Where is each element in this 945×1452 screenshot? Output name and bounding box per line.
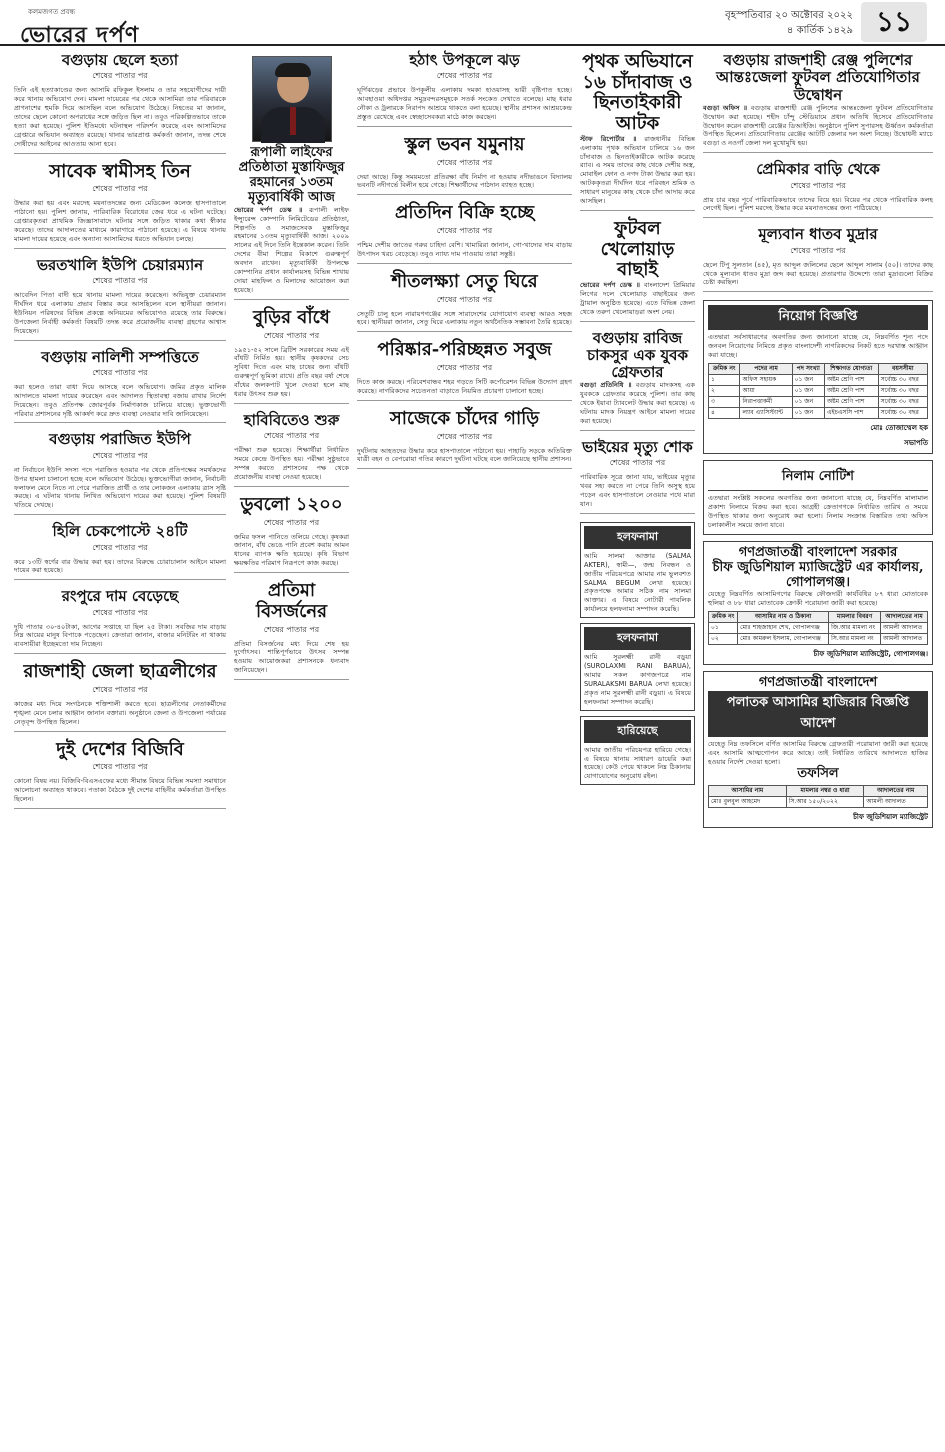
- continued-label: শেষের পাতার পর: [92, 184, 148, 194]
- story-text: না নির্বাচনে ইউপি সদস্য পদে পরাজিত হওয়ার পর থেকে প্রতিপক্ষের সমর্থকদের উপর হামলা চালানো হচ্ছে বলে অভিযোগ উঠেছে। ভুক্তভোগীরা জানান, নির্বাচনী ফলাফল মেনে নিতে না পেরে পরাজিত প্রার্থী ও তার লোকজন এলাকায় ত্রাস সৃষ্টি করছে। এ ঘটনায় থানায় লিখিত অভিযোগ দায়ের করা হয়েছে। পুলিশ বিষয়টি খতিয়ে দেখছে।: [14, 465, 226, 510]
- story-text: রূপালী লাইফ ইন্স্যুরেন্স কোম্পানি লিমিটেডের প্রতিষ্ঠাতা, শিল্পপতি ও সমাজসেবক মুস্তাফিজুর রহমানের ১৩তম মৃত্যুবার্ষিকী আজ। ২০০৯ সালের এই দিনে তিনি ইন্তেকাল করেন। তিনি দেশের বীমা শিল্পের বিকাশে গুরুত্বপূর্ণ অবদান রাখেন। মৃত্যুবার্ষিকী উপলক্ষে কোম্পানির প্রধান কার্যালয়সহ বিভিন্ন শাখায় দোয়া মাহফিল ও মিলাদের আয়োজন করা হয়েছে।: [234, 205, 349, 294]
- news-story: [14, 349, 226, 424]
- story-text: ছেলে টিপু সুলতান (৪৫), মৃত আব্দুল জলিলের ছেলে আব্দুল সালাম (৫০)। তাদের কাছ থেকে মূল্যবান ধাতব মুদ্রা জব্দ করা হয়েছে। প্রতারণার উদ্দেশ্যে তারা মুদ্রাগুলো বিক্রির চেষ্টা করছিল।: [703, 260, 933, 287]
- headline: সাবেক স্বামীসহ তিন: [49, 160, 191, 182]
- story-body: [234, 206, 349, 295]
- story-body: [357, 173, 572, 191]
- table-header-cell: আদালতের নাম: [880, 612, 927, 623]
- story-body: [234, 446, 349, 482]
- story-body: [234, 346, 349, 399]
- story-text: ১৯৫১-৫২ সালে ব্রিটিশ সরকারের সময় এই বাঁধটি নির্মিত হয়। স্থানীয় কৃষকদের সেচ সুবিধা দিতে এবং মাছ চাষের জন্য বাঁধটি গুরুত্বপূর্ণ ভূমিকা রাখে। প্রতি বছর বর্ষা শেষে বাঁধের জলকপাট খুলে দেওয়া হলে মাছ ধরার উৎসব শুরু হয়।: [234, 345, 349, 399]
- continued-label: শেষের পাতার পর: [92, 542, 148, 552]
- story-body: [580, 381, 695, 426]
- story-text: বাংলাদেশ প্রিমিয়ার লিগের দলে খেলোয়াড় বাছাইয়ের জন্য ট্রায়াল অনুষ্ঠিত হয়েছে। এতে বিভিন্ন জেলা থেকে তরুণ খেলোয়াড়রা অংশ নেয়।: [580, 281, 695, 316]
- auction-title: নিলাম নোটিশ: [708, 465, 928, 491]
- story-body: [357, 378, 572, 396]
- dateline: [725, 8, 853, 38]
- classified-notice: [580, 623, 695, 710]
- story-text: প্রতিমা বিসর্জনের মধ্য দিয়ে শেষ হয় দুর্গোৎসব। শান্তিপূর্ণভাবে উৎসব সম্পন্ন হওয়ায় আয়োজকরা প্রশাসনকে ধন্যবাদ জানিয়েছেন।: [234, 639, 349, 675]
- story-body: [14, 466, 226, 511]
- table-cell: ৪: [709, 408, 740, 419]
- table-header-cell: পদ সংখ্যা: [792, 364, 824, 375]
- divider: [14, 340, 226, 341]
- story-body: [580, 473, 695, 509]
- divider: [14, 248, 226, 249]
- table-cell: আমলী আদালত: [880, 634, 927, 645]
- divider: [580, 513, 695, 514]
- news-story: [357, 52, 572, 127]
- divider: [234, 299, 349, 300]
- continued-label: শেষের পাতার পর: [263, 517, 320, 527]
- headline: দুই দেশের বিজিবি: [56, 738, 184, 760]
- news-story: [357, 409, 572, 470]
- court-1-table: [708, 611, 928, 645]
- story-text: উদ্ধার করা হয় এবং মরদেহ ময়নাতদন্তের জন্য মেডিকেল কলেজ হাসপাতালে পাঠানো হয়। পুলিশ জানায়, পারিবারিক বিরোধের জের ধরে এ ঘটনা ঘটেছে। গ্রেপ্তারকৃতরা প্রাথমিক জিজ্ঞাসাবাদে ঘটনার সঙ্গে জড়িত থাকার কথা স্বীকার করেছে। তাদের আদালতের মাধ্যমে কারাগারে পাঠানো হয়েছে। এ বিষয়ে থানায় মামলা দায়ের হয়েছে এবং অন্যান্য আসামিদের ধরতে অভিযান চলছে।: [14, 199, 226, 243]
- headline: বগুড়ায় পরাজিত ইউপি: [49, 430, 191, 449]
- continued-label: শেষের পাতার পর: [92, 450, 148, 460]
- classified-notice: [580, 522, 695, 618]
- table-cell: ১: [709, 375, 740, 386]
- story-body: [14, 291, 226, 336]
- byline: স্টাফ রিপোর্টার ॥: [580, 134, 637, 143]
- court-2-body: যেহেতু নিম্ন তফসিলে বর্ণিত আসামির বিরুদ্ধে গ্রেফতারী পরোয়ানা জারী করা হয়েছে এবং আসামি আত্মগোপন করে আছে। তাই নির্ধারিত তারিখে আদালতে হাজির হওয়ার নির্দেশ দেওয়া হলো।: [708, 740, 928, 767]
- court-notice-1: [703, 541, 933, 666]
- table-cell: আয়া: [740, 386, 792, 397]
- table-header-row: [709, 364, 928, 375]
- story-body: [703, 196, 933, 214]
- news-story: [14, 162, 226, 249]
- table-cell: ০১ জন: [792, 408, 824, 419]
- classified-title: হারিয়েছে: [584, 720, 691, 743]
- divider: [580, 210, 695, 211]
- story-body: [703, 104, 933, 149]
- news-story: [234, 581, 349, 680]
- court-1-title: চীফ জুডিশিয়াল ম্যাজিস্ট্রেট এর কার্যালয়, গোপালগঞ্জ।: [712, 559, 924, 590]
- continued-label: শেষের পাতার পর: [436, 157, 493, 167]
- story-text: দিতে কাজ করছে। পরিবেশবান্ধব শহর গড়তে সিটি কর্পোরেশন বিভিন্ন উদ্যোগ গ্রহণ করেছে। নাগরিকদের সচেতনতা বাড়াতে নিয়মিত প্রচারণা চালানো হচ্ছে।: [357, 378, 572, 395]
- headline: প্রতিমা বিসর্জনের: [255, 580, 328, 622]
- continued-label: শেষের পাতার পর: [609, 458, 666, 468]
- recruitment-title: নিয়োগ বিজ্ঞপ্তি: [708, 305, 928, 330]
- divider: [703, 291, 933, 292]
- divider: [234, 572, 349, 573]
- table-cell: অষ্টম শ্রেণি পাশ: [824, 386, 878, 397]
- court-1-body: যেহেতু নিম্নবর্ণিত আসামিগণের বিরুদ্ধে ফৌজদারী কার্যবিধির ৮৭ ধারা মোতাবেক হুলিয়া ও ৮৮ ধারা মোতাবেক ক্রোকী পরোয়ানা জারী করা হয়েছে।: [708, 590, 928, 608]
- divider: [703, 152, 933, 153]
- headline: বগুড়ায় রাজশাহী রেঞ্জ পুলিশের আন্তঃজেলা ফুটবল প্রতিযোগিতার উদ্বোধন: [716, 51, 920, 104]
- story-body: [14, 383, 226, 419]
- news-story: [580, 219, 695, 322]
- table-header-cell: শিক্ষাগত যোগ্যতা: [824, 364, 878, 375]
- column-1: [14, 52, 226, 817]
- court-2-table: [708, 785, 928, 808]
- headline: শীতলক্ষ্যা সেতু ঘিরে: [391, 270, 538, 292]
- story-text: করে ১৩টি স্বর্ণের বার উদ্ধার করা হয়। তাদের বিরুদ্ধে চোরাচালান আইনে মামলা দায়ের করা হয়েছে।: [14, 557, 226, 575]
- court-2-subtitle: গণপ্রজাতন্ত্রী বাংলাদেশ: [758, 675, 878, 691]
- news-story: [357, 272, 572, 333]
- divider: [703, 217, 933, 218]
- story-text: পরীক্ষা শুরু হয়েছে। শিক্ষার্থীরা নির্ধারিত সময়ে কেন্দ্রে উপস্থিত হয়। পরীক্ষা সুষ্ঠুভাবে সম্পন্ন করতে প্রশাসনের পক্ষ থেকে প্রয়োজনীয় ব্যবস্থা নেওয়া হয়েছে।: [234, 446, 349, 481]
- table-header-cell: আসামির নাম ও ঠিকানা: [738, 612, 829, 623]
- column-4: [580, 52, 695, 790]
- court-2-title: পলাতক আসামির হাজিরার বিজ্ঞপ্তি আদেশ: [708, 691, 928, 737]
- table-header-cell: বয়সসীমা: [878, 364, 927, 375]
- table-cell: ২: [709, 386, 740, 397]
- logo-name: ভোরের দর্পণ: [20, 22, 140, 48]
- table-row: [709, 623, 928, 634]
- headline: প্রেমিকার বাড়ি থেকে: [756, 160, 880, 179]
- court-1-signatory: চীফ জুডিশিয়াল ম্যাজিস্ট্রেট, গোপালগঞ্জ।: [813, 650, 928, 659]
- recruitment-signatory-role: সভাপতি: [904, 439, 928, 448]
- classified-notice: [580, 716, 695, 786]
- table-cell: ০১ জন: [792, 375, 824, 386]
- divider: [14, 653, 226, 654]
- table-cell: ০১ জন: [792, 386, 824, 397]
- story-body: [14, 623, 226, 650]
- court-2-signatory: চীফ জুডিশিয়াল ম্যাজিস্ট্রেট: [853, 812, 928, 821]
- story-text: জমির ফসল পানিতে তলিয়ে গেছে। কৃষকরা জানান, বাঁধ ভেঙে পানি প্রবেশ করায় আমন ধানের ব্যাপক ক্ষতি হয়েছে। কৃষি বিভাগ ক্ষয়ক্ষতির পরিমাণ নিরূপণে কাজ করছে।: [234, 532, 349, 568]
- story-body: [580, 135, 695, 206]
- table-cell: মোঃ কামরুল ইসলাম, গোপালগঞ্জ: [738, 634, 829, 645]
- headline: সাজেকে চাঁদের গাড়ি: [389, 407, 540, 429]
- table-cell: অফিস সহায়ক: [740, 375, 792, 386]
- news-story: [703, 52, 933, 153]
- table-row: [709, 796, 928, 807]
- divider: [580, 430, 695, 431]
- story-text: করা হলেও তারা বাধা দিয়ে আসছে বলে অভিযোগ। জমির প্রকৃত মালিক আদালতে মামলা দায়ের করেছেন এবং আদালত স্থিতাবস্থা বজায় রাখার নির্দেশ দিয়েছেন। তবুও প্রতিপক্ষ জোরপূর্বক নির্মাণকাজ চালিয়ে যাচ্ছে। ভুক্তভোগী পরিবার প্রশাসনের দৃষ্টি আকর্ষণ করে দ্রুত ব্যবস্থা নেওয়ার দাবি জানিয়েছেন।: [14, 382, 226, 418]
- table-cell: সর্বোচ্চ ৩০ বছর: [878, 375, 927, 386]
- column-5: [703, 52, 933, 834]
- table-header-cell: আদালতের নাম: [864, 785, 928, 796]
- divider: [357, 468, 572, 469]
- table-cell: ০২: [709, 634, 738, 645]
- portrait-photo: [252, 56, 332, 142]
- divider: [14, 579, 226, 580]
- news-story: [580, 439, 695, 514]
- divider: [357, 263, 572, 264]
- headline: পৃথক অভিযানে ১৬ চাঁদাবাজ ও ছিনতাইকারী আটক: [582, 51, 693, 135]
- headline: ফুটবল খেলোয়াড় বাছাই: [600, 218, 675, 281]
- news-story: [234, 412, 349, 487]
- headline: বগুড়ায় ছেলে হত্যা: [61, 51, 179, 69]
- table-cell: এইচএসসি পাশ: [824, 408, 878, 419]
- headline: পরিষ্কার-পরিচ্ছন্নত সবুজ: [377, 339, 552, 361]
- story-body: [14, 558, 226, 576]
- continued-label: শেষের পাতার পর: [92, 684, 148, 694]
- news-story: [14, 523, 226, 580]
- table-cell: মোঃ বুলবুল আহমেদ: [709, 796, 787, 807]
- table-cell: ল্যাব এ্যাসিস্ট্যান্ট: [740, 408, 792, 419]
- table-cell: ০১ জন: [792, 397, 824, 408]
- headline: প্রতিদিন বিক্রি হচ্ছে: [394, 202, 535, 224]
- column-3: [357, 52, 572, 477]
- headline: স্কুল ভবন যমুনায়: [404, 133, 525, 155]
- table-header-cell: ক্রমিক নং: [709, 364, 740, 375]
- table-header-cell: আসামির নাম: [709, 785, 787, 796]
- divider: [14, 514, 226, 515]
- byline: বগুড়া অফিস ॥: [703, 103, 748, 112]
- headline: রূপালী লাইফের প্রতিষ্ঠাতা মুস্তাফিজুর রহমানের ১৩তম মৃত্যুবার্ষিকী আজ: [238, 145, 345, 205]
- continued-label: শেষের পাতার পর: [436, 363, 493, 373]
- news-story: [580, 52, 695, 211]
- story-text: সেতুটি চালু হলে নারায়ণগঞ্জের সঙ্গে সারাদেশের যোগাযোগ ব্যবস্থা আরও সহজ হবে। স্থানীয়রা জানান, সেতু ঘিরে এলাকায় নতুন অর্থনৈতিক সম্ভাবনা তৈরি হয়েছে।: [357, 309, 572, 327]
- news-story: [703, 161, 933, 218]
- continued-label: শেষের পাতার পর: [263, 330, 320, 340]
- table-header-cell: মামলার বিবরণ: [829, 612, 881, 623]
- story-text: ঘূর্ণিঝড়ের প্রভাবে উপকূলীয় এলাকায় দমকা হাওয়াসহ ভারী বৃষ্টিপাত হচ্ছে। আবহাওয়া অধিদপ্তর সমুদ্রবন্দরসমূহকে সতর্ক সংকেত দেখাতে বলেছে। মাছ ধরার নৌকা ও ট্রলারকে নিরাপদ আশ্রয়ে থাকতে বলা হয়েছে। স্থানীয় প্রশাসন আশ্রয়কেন্দ্র প্রস্তুত রেখেছে এবং স্বেচ্ছাসেবকরা মাঠে কাজ করছেন।: [357, 86, 572, 121]
- divider: [234, 486, 349, 487]
- continued-label: শেষের পাতার পর: [92, 71, 148, 81]
- continued-label: শেষের পাতার পর: [92, 607, 148, 617]
- divider: [14, 422, 226, 423]
- table-row: [709, 397, 928, 408]
- news-story: [14, 662, 226, 731]
- headline: হিলি চেকপোস্টে ২৪টি: [52, 522, 188, 541]
- story-text: পশ্চিম দেশীয় জাতের গরুর চাহিদা বেশি। খামারিরা জানান, গো-খাদ্যের দাম বাড়ায় উৎপাদন খরচ বেড়েছে। তবুও ন্যায্য দাম পাওয়ায় তারা সন্তুষ্ট।: [357, 241, 572, 258]
- table-header-row: [709, 785, 928, 796]
- news-story: [580, 330, 695, 431]
- table-row: [709, 386, 928, 397]
- headline: হঠাৎ উপকূলে ঝড়: [409, 51, 520, 69]
- continued-label: শেষের পাতার পর: [92, 276, 148, 286]
- divider: [234, 403, 349, 404]
- classified-body: আমি সুরলক্ষ্মী রানী বড়ুয়া (SUROLAXMI RANI BARUA), আমার সকল কাগজপত্রে নাম SURALAKSMI BARUA লেখা হয়েছে। প্রকৃত নাম সুরলক্ষ্মী রানী বড়ুয়া। এ বিষয়ে হলফনামা সম্পাদন করেছি।: [584, 653, 691, 706]
- classified-body: আমি সালমা আক্তার (SALMA AKTER), স্বামী—, জন্ম নিবন্ধন ও জাতীয় পরিচয়পত্রে আমার নাম ভুলবশত SALMA BEGUM লেখা হয়েছে। প্রকৃতপক্ষে আমার সঠিক নাম সালমা আক্তার। এ বিষয়ে নোটারী পাবলিক কার্যালয়ে হলফনামা সম্পাদন করেছি।: [584, 551, 691, 614]
- divider: [357, 126, 572, 127]
- story-text: প্রায় চার বছর পূর্বে পারিবারিকভাবে তাদের বিয়ে হয়। বিয়ের পর থেকে পারিবারিক কলহ লেগেই ছিল। পুলিশ মরদেহ উদ্ধার করে ময়নাতদন্তের জন্য পাঠিয়েছে।: [703, 195, 933, 213]
- headline: ডুবলো ১২০০: [240, 493, 343, 515]
- masthead: [0, 0, 945, 46]
- table-header-cell: পদের নাম: [740, 364, 792, 375]
- story-body: [14, 700, 226, 727]
- byline: ভোরের দর্পণ ডেস্ক ॥: [234, 205, 303, 214]
- court-notice-2: [703, 671, 933, 828]
- recruitment-table: [708, 363, 928, 419]
- story-body: [357, 447, 572, 465]
- story-text: দুর্ঘটনায় আহতদের উদ্ধার করে হাসপাতালে পাঠানো হয়। পাহাড়ি সড়কে অতিরিক্ত যাত্রী বহন ও বেপরোয়া গতির কারণে দুর্ঘটনা ঘটছে বলে জানিয়েছে স্থানীয় প্রশাসন।: [357, 446, 572, 464]
- table-cell: জি.আর মামলা নং: [829, 623, 881, 634]
- table-cell: অষ্টম শ্রেণি পাশ: [824, 375, 878, 386]
- headline: রাজশাহী জেলা ছাত্রলীগের: [23, 661, 217, 683]
- table-cell: অষ্টম শ্রেণি পাশ: [824, 397, 878, 408]
- byline: বগুড়া প্রতিনিধি ॥: [580, 381, 632, 390]
- story-body: [14, 86, 226, 148]
- table-cell: সর্বোচ্চ ৩০ বছর: [878, 386, 927, 397]
- table-row: [709, 634, 928, 645]
- headline: বুড়ির বাঁধে: [253, 306, 330, 328]
- continued-label: শেষের পাতার পর: [436, 226, 493, 236]
- table-cell: সর্বোচ্চ ৩০ বছর: [878, 408, 927, 419]
- table-header-row: [709, 612, 928, 623]
- story-text: বগুড়ায় রাজশাহী রেঞ্জ পুলিশের আন্তঃজেলা ফুটবল প্রতিযোগিতার উদ্বোধন করা হয়েছে। শহীদ চাঁন্দু স্টেডিয়ামে প্রধান অতিথি হিসেবে প্রতিযোগিতার উদ্বোধন করেন রাজশাহী রেঞ্জের ডিআইজি। অনুষ্ঠানে পুলিশ সুপারসহ ঊর্ধ্বতন কর্মকর্তারা উপস্থিত ছিলেন। প্রতিযোগিতায় রেঞ্জের আটটি জেলার দল অংশ নিচ্ছে। উদ্বোধনী ম্যাচে বগুড়া ও নওগাঁ জেলা দল মুখোমুখি হয়।: [703, 103, 933, 148]
- story-text: কোনো বিষয় নয়। বিজিবি-বিএসএফের মধ্যে সীমান্ত বিষয়ে বিভিন্ন সমস্যা সমাধানে আলোচনা অব্যাহত থাকবে। পতাকা বৈঠকে দুই দেশের বাহিনীর কর্মকর্তারা উপস্থিত ছিলেন।: [14, 777, 226, 804]
- headline: রংপুরে দাম বেড়েছে: [61, 587, 179, 606]
- divider: [14, 153, 226, 154]
- headline: বগুড়ায় রাবিজ চাকসুর এক যুবক গ্রেফতার: [587, 328, 688, 382]
- divider: [14, 808, 226, 809]
- divider: [234, 679, 349, 680]
- classified-body: আমার জাতীয় পরিচয়পত্র হারিয়ে গেছে। এ বিষয়ে থানায় সাধারণ ডায়েরি করা হয়েছে। কেউ পেয়ে থাকলে নিম্ন ঠিকানায় যোগাযোগের অনুরোধ রইল।: [584, 745, 691, 781]
- story-body: [14, 777, 226, 804]
- continued-label: শেষের পাতার পর: [436, 294, 493, 304]
- date-line-2: ৪ কার্তিক ১৪২৯: [786, 25, 853, 36]
- classified-title: হলফনামা: [584, 526, 691, 549]
- classified-title: হলফনামা: [584, 627, 691, 650]
- page-number: ১১: [861, 2, 927, 42]
- table-cell: আমলী আদালত: [880, 623, 927, 634]
- table-cell: ৩: [709, 397, 740, 408]
- divider: [580, 321, 695, 322]
- news-story: [357, 340, 572, 401]
- divider: [357, 331, 572, 332]
- story-body: [357, 310, 572, 328]
- headline: হাবিবিতেও শুরু: [243, 410, 340, 429]
- story-text: দুধি পাতার ৩০-৪০টাকা, আগের সপ্তাহে যা ছিল ২৫ টাকা। সবজির দাম বাড়ায় নিম্ন আয়ের মানুষ বিপাকে পড়েছেন। ক্রেতারা জানান, বাজার মনিটরিং না থাকায় ব্যবসায়ীরা ইচ্ছেমতো দাম নিচ্ছেন।: [14, 622, 226, 649]
- headline: ভাইয়ের মৃত্যু শোক: [582, 437, 693, 456]
- story-body: [234, 533, 349, 569]
- story-body: [357, 241, 572, 259]
- story-body: [703, 261, 933, 288]
- news-story: [14, 52, 226, 154]
- table-cell: নিরাপত্তাকর্মী: [740, 397, 792, 408]
- story-text: দেয়া আছে। কিন্তু সময়মতো প্রতিরক্ষা বাঁধ নির্মাণ না হওয়ায় নদীভাঙনে বিদ্যালয় ভবনটি নদীগর্ভে বিলীন হয়ে গেছে। শিক্ষার্থীদের পাঠদান ব্যাহত হচ্ছে।: [357, 172, 572, 190]
- continued-label: শেষের পাতার পর: [436, 71, 493, 81]
- recruitment-intro: এতদ্বারা সর্বসাধারণের অবগতির জন্য জানানো যাচ্ছে যে, নিম্নবর্ণিত শূন্য পদে জনবল নিয়োগের নিমিত্তে প্রকৃত বাংলাদেশী নাগরিকদের নিকট হতে দরখাস্ত আহ্বান করা যাচ্ছে।: [708, 333, 928, 360]
- table-cell: সর্বোচ্চ ৩০ বছর: [878, 397, 927, 408]
- news-story: [703, 226, 933, 292]
- continued-label: শেষের পাতার পর: [263, 431, 320, 441]
- table-cell: ০১: [709, 623, 738, 634]
- headline: ভরতখালি ইউপি চেয়ারম্যান: [36, 255, 204, 274]
- news-story: [234, 308, 349, 404]
- news-story: [234, 495, 349, 573]
- byline: ভোরের দর্পণ ডেস্ক ॥: [580, 281, 640, 290]
- table-row: [709, 408, 928, 419]
- table-header-cell: মামলার নম্বর ও ধারা: [786, 785, 864, 796]
- story-text: পারিবারিক সূত্রে জানা যায়, ভাইয়ের মৃত্যুর খবর সহ্য করতে না পেরে তিনি অসুস্থ হয়ে পড়েন এবং হাসপাতালে নেওয়ার পথে মারা যান।: [580, 473, 695, 508]
- story-body: [234, 640, 349, 676]
- news-story: [14, 431, 226, 515]
- story-text: আবেদিন পিতা বাদী হয়ে থানায় মামলা দায়ের করেছেন। অভিযুক্ত চেয়ারম্যান দীর্ঘদিন ধরে এলাকায় প্রভাব বিস্তার করে আসছিলেন বলে স্থানীয়রা জানান। ইউনিয়ন পরিষদের বিভিন্ন প্রকল্পে অনিয়মের অভিযোগও রয়েছে তার বিরুদ্ধে। উপজেলা নির্বাহী কর্মকর্তা বিষয়টি তদন্ত করে প্রয়োজনীয় ব্যবস্থা গ্রহণের আশ্বাস দিয়েছেন।: [14, 291, 226, 335]
- story-text: কাজের মধ্য দিয়ে সংগঠনকে শক্তিশালী করতে হবে। ছাত্রলীগের নেতাকর্মীদের শৃঙ্খলা মেনে চলার আহ্বান জানান বক্তারা। অনুষ্ঠানে জেলা ও উপজেলা পর্যায়ের নেতৃবৃন্দ উপস্থিত ছিলেন।: [14, 699, 226, 726]
- news-story: [14, 740, 226, 809]
- story-text: রাজধানীর বিভিন্ন এলাকায় পৃথক অভিযান চালিয়ে ১৬ জন চাঁদাবাজ ও ছিনতাইকারীকে আটক করেছে র‍্যাব। এ সময় তাদের কাছ থেকে দেশীয় অস্ত্র, মোবাইল ফোন ও নগদ টাকা উদ্ধার করা হয়। আটককৃতরা দীর্ঘদিন ধরে পরিবহন শ্রমিক ও সাধারণ মানুষের কাছ থেকে চাঁদা আদায় করে আসছিল।: [580, 134, 695, 206]
- continued-label: শেষের পাতার পর: [92, 367, 148, 377]
- auction-body: এতদ্বারা সংশ্লিষ্ট সকলের অবগতির জন্য জানানো যাচ্ছে যে, নিম্নবর্ণিত মালামাল প্রকাশ্য নিলামে বিক্রয় করা হবে। আগ্রহী ক্রেতাগণকে নির্ধারিত তারিখ ও সময়ে উপস্থিত থাকার জন্য অনুরোধ করা হলো। নিলাম সংক্রান্ত বিস্তারিত তথ্য অফিস চলাকালীন সময়ে জানা যাবে।: [708, 494, 928, 529]
- continued-label: শেষের পাতার পর: [92, 762, 148, 772]
- recruitment-notice: [703, 300, 933, 454]
- date-line-1: বৃহস্পতিবার ২০ অক্টোবর ২০২২: [725, 10, 853, 21]
- news-story: [357, 203, 572, 264]
- table-header-cell: ক্রমিক নং: [709, 612, 738, 623]
- news-story: [14, 588, 226, 654]
- court-1-subtitle: গণপ্রজাতন্ত্রী বাংলাদেশ সরকার: [738, 544, 898, 560]
- story-body: [357, 86, 572, 122]
- table-cell: আমলী আদালত: [864, 796, 928, 807]
- news-story: [234, 56, 349, 300]
- court-2-schedule-title: তফসিল: [797, 765, 839, 781]
- news-story: [357, 135, 572, 196]
- auction-notice: [703, 460, 933, 535]
- table-cell: সি.আর ১৫০/২০২২: [786, 796, 864, 807]
- continued-label: শেষের পাতার পর: [263, 624, 320, 634]
- story-text: বগুড়ায় মাদকসহ এক যুবককে গ্রেফতার করেছে পুলিশ। তার কাছ থেকে ইয়াবা ট্যাবলেট উদ্ধার করা হয়েছে। এ ঘটনায় মাদক নিয়ন্ত্রণ আইনে মামলা দায়ের করা হয়েছে।: [580, 381, 695, 426]
- recruitment-signatory: মোঃ তোজাম্মেল হক: [870, 424, 928, 433]
- story-body: [14, 199, 226, 244]
- continued-label: শেষের পাতার পর: [790, 180, 846, 190]
- continued-label: শেষের পাতার পর: [436, 431, 493, 441]
- divider: [357, 194, 572, 195]
- logo-tagline: কলমজগত প্রবন্ধ: [28, 8, 75, 16]
- table-row: [709, 375, 928, 386]
- table-cell: সি.আর মামলা নং: [829, 634, 881, 645]
- news-story: [14, 257, 226, 341]
- headline: মূল্যবান ধাতব মুদ্রার: [758, 225, 878, 244]
- story-body: [580, 281, 695, 317]
- continued-label: শেষের পাতার পর: [790, 245, 846, 255]
- divider: [357, 400, 572, 401]
- table-cell: মোঃ শাহজাহান শেখ, গোপালগঞ্জ: [738, 623, 829, 634]
- divider: [14, 731, 226, 732]
- headline: বগুড়ায় নালিশী সম্পত্তিতে: [41, 347, 199, 366]
- column-2: [234, 52, 349, 688]
- newspaper-logo: [20, 6, 139, 55]
- story-text: তিনি এই হত্যাকাণ্ডের জন্য আসামি রফিকুল ইসলাম ও তার সহযোগীদের দায়ী করে থানায় অভিযোগ দেন। মামলা দায়েরের পর থেকে আসামিরা তার পরিবারকে প্রাণনাশের হুমকি দিয়ে আসছিল বলে অভিযোগ উঠেছে। নিহতের মা জানান, তাদের ছেলে কোনো অপরাধের সঙ্গে জড়িত ছিল না। তবুও পরিকল্পিতভাবে তাকে হত্যা করা হয়েছে। পুলিশ ইতিমধ্যে ঘটনাস্থল পরিদর্শন করেছে এবং আসামিদের গ্রেপ্তারে অভিযান অব্যাহত রয়েছে। থানার ভারপ্রাপ্ত কর্মকর্তা জানান, তদন্ত শেষে দোষীদের আইনের আওতায় আনা হবে।: [14, 86, 226, 148]
